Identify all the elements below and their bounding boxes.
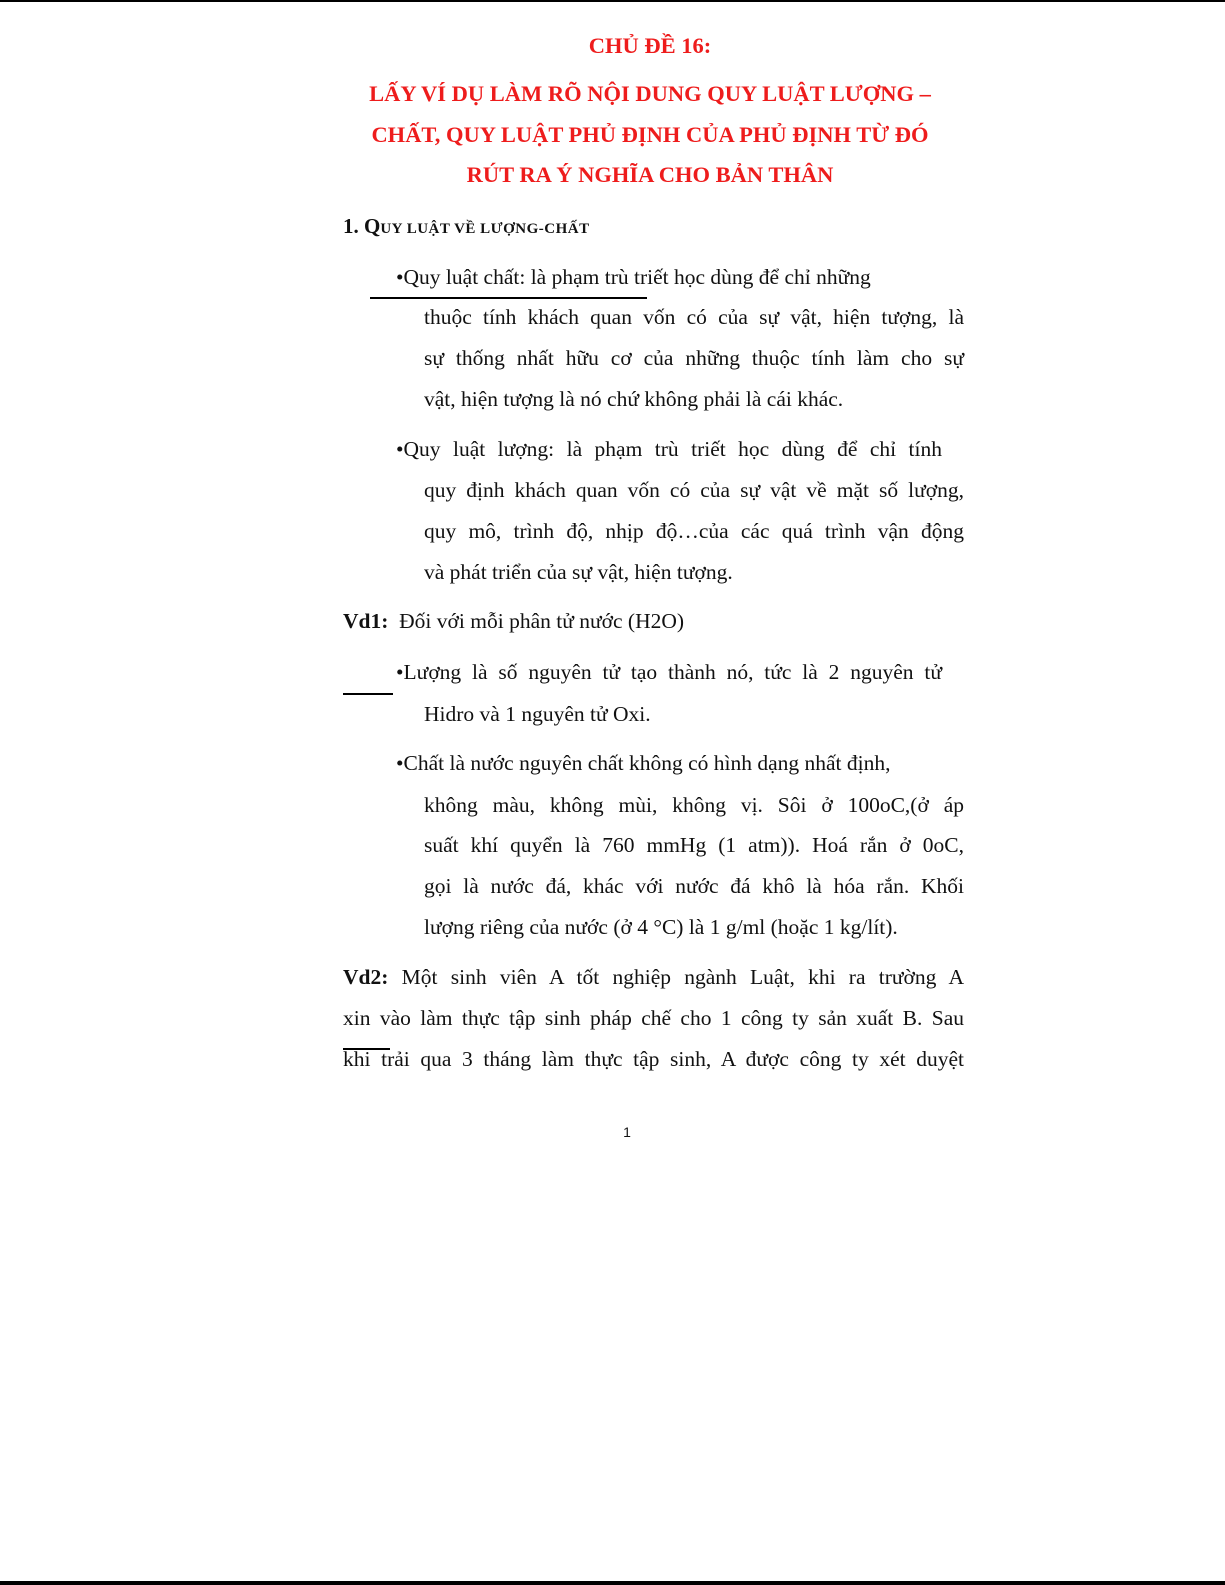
bullet-amount-line-1: •Lượng là số nguyên tử tạo thành nó, tức là 2 nguyên tử [396, 660, 942, 684]
section-heading [343, 212, 590, 243]
bullet-quantity-line-4: và phát triển của sự vật, hiện tượng. [424, 560, 733, 584]
section-heading-text: UY LUẬT VỀ LƯỢNG-CHẤT [380, 221, 590, 237]
bullet-quantity-line-3: quy mô, trình độ, nhịp độ…của các quá trình vận động [424, 519, 964, 543]
bullet-water-line-3: suất khí quyển là 760 mmHg (1 atm)). Hoá rắn ở 0oC, [424, 833, 964, 857]
bullet-quantity-line-2: quy định khách quan vốn có của sự vật về mặt số lượng, [424, 478, 964, 502]
page-number: 1 [623, 1124, 631, 1140]
bullet-water-line-5: lượng riêng của nước (ở 4 °C) là 1 g/ml (hoặc 1 kg/lít). [424, 915, 898, 939]
text-underline-mark [370, 297, 647, 299]
bullet-water-line-2: không màu, không mùi, không vị. Sôi ở 100oC,(ở áp [424, 793, 964, 817]
example-2-line-2: xin vào làm thực tập sinh pháp chế cho 1 công ty sản xuất B. Sau [343, 1006, 964, 1030]
page-top-border [0, 0, 1225, 2]
document-title-line-1: LẤY VÍ DỤ LÀM RÕ NỘI DUNG QUY LUẬT LƯỢNG – [369, 81, 931, 106]
document-title-line-3: RÚT RA Ý NGHĨA CHO BẢN THÂN [466, 162, 834, 187]
example-2-line-3: khi trải qua 3 tháng làm thực tập sinh, A được công ty xét duyệt [343, 1047, 964, 1071]
bullet-quality-line-3: sự thống nhất hữu cơ của những thuộc tính làm cho sự [424, 346, 964, 370]
example-2-text-1: Một sinh viên A tốt nghiệp ngành Luật, khi ra trường A [401, 965, 965, 989]
section-heading-initial: Q [364, 214, 381, 238]
document-title-line-2: CHẤT, QUY LUẬT PHỦ ĐỊNH CỦA PHỦ ĐỊNH TỪ ĐÓ [371, 122, 929, 147]
bullet-quantity-line-1: •Quy luật lượng: là phạm trù triết học dùng để chỉ tính [396, 437, 942, 461]
bullet-quality-line-1: •Quy luật chất: là phạm trù triết học dùng để chỉ những [396, 265, 871, 289]
document-title-topic: CHỦ ĐỀ 16: [588, 33, 712, 58]
example-2-line-1 [343, 962, 964, 992]
example-1-text: Đối với mỗi phân tử nước (H2O) [399, 609, 685, 633]
text-margin-mark [343, 693, 393, 695]
bullet-quality-line-2: thuộc tính khách quan vốn có của sự vật, hiện tượng, là [424, 305, 964, 329]
example-1-label: Vd1: [343, 609, 389, 633]
example-2-label: Vd2: [343, 965, 389, 989]
section-number: 1. [343, 214, 359, 238]
example-1-line [343, 606, 684, 636]
bullet-amount-line-2: Hidro và 1 nguyên tử Oxi. [424, 702, 651, 726]
bullet-water-line-1: •Chất là nước nguyên chất không có hình dạng nhất định, [396, 751, 891, 775]
bullet-water-line-4: gọi là nước đá, khác với nước đá khô là hóa rắn. Khối [424, 874, 964, 898]
page-bottom-border [0, 1581, 1225, 1585]
bullet-quality-line-4: vật, hiện tượng là nó chứ không phải là cái khác. [424, 387, 844, 411]
